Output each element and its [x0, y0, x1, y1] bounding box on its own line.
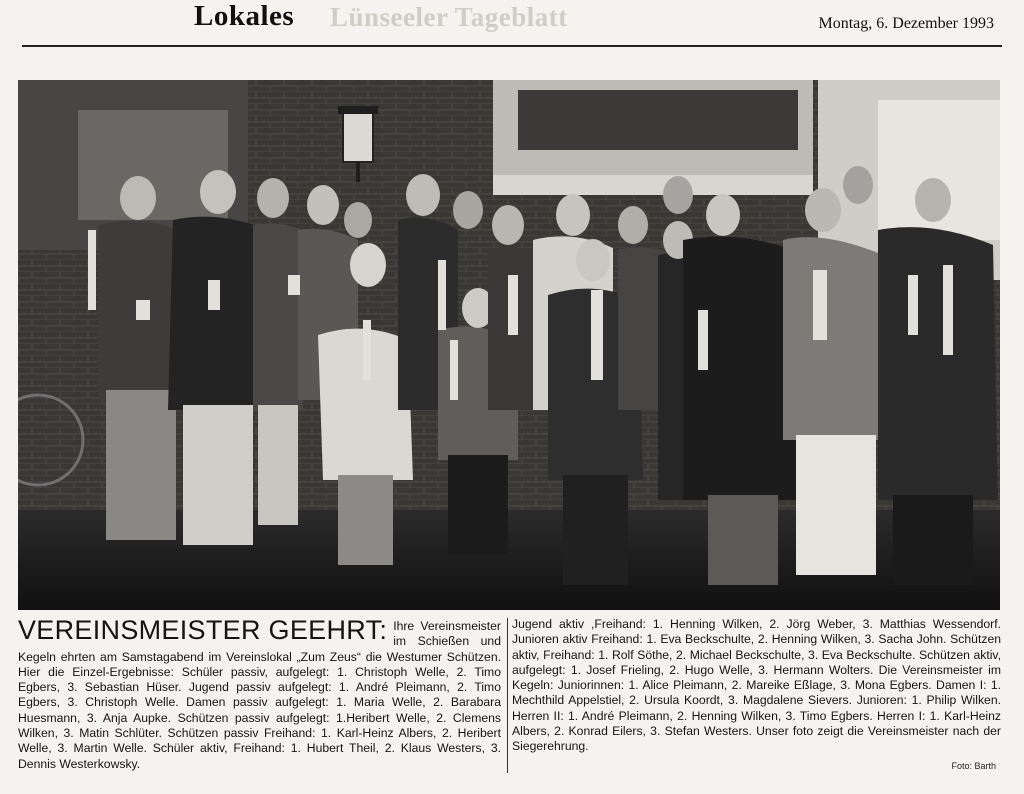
article-column-1 — [18, 614, 501, 772]
photo-credit: Foto: Barth — [951, 761, 996, 771]
header-rule — [22, 45, 1002, 47]
article — [18, 614, 1000, 774]
section-title: Lokales — [194, 0, 295, 32]
article-text-2: Jugend aktiv ,Freihand: 1. Henning Wilken, 2. Jörg Weber, 3. Matthias Wessendorf. Junioren aktiv Freihand: 1. Eva Beckschulte, 2. Henning Wilken, 3. Sacha John. Schützen aktiv, Freihand: 1. Rolf Söthe, 2. Michael Beckschulte, 3. Eva Beckschulte. Schützen aktiv, aufgelegt: 1. Josef Frieling, 2. Hugo Welle, 3. Hermann Wolters. Die Vereinsmeister im Kegeln: Juniorinnen: 1. Alice Pleimann, 2. Mareike Eßlage, 3. Mona Egbers. Damen I: 1. Mechthild Appelstiel, 2. Ursula Koordt, 3. Magdalene Sievers. Junioren: 1. Philip Wilken. Herren II: 1. André Pleimann, 2. Henning Wilken, 3. Timo Egbers. Herren I: 1. Karl-Heinz Albers, 2. Konrad Eilers, 3. Stefan Westers. Unser foto zeigt die Vereinsmeister nach der Siegerehrung. — [512, 617, 1001, 754]
column-divider — [507, 618, 508, 773]
group-photo-illustration — [18, 80, 1000, 610]
issue-date: Montag, 6. Dezember 1993 — [818, 15, 994, 32]
group-photo — [18, 80, 1000, 610]
bleed-through-text: Lünseeler Tageblatt — [330, 2, 568, 32]
article-text-1: Ihre Vereinsmeister im Schießen und Kegeln ehrten am Samstagabend im Vereinslokal „Zum Zeus“ die Westumer Schützen. Hier die Einzel-Ergebnisse: Schüler passiv, aufgelegt: 1. Christoph Welle, 2. Timo Egbers, 3. Sebastian Hüser. Jugend passiv aufgelegt: 1. André Pleimann, 2. Timo Egbers, 3. Christoph Welle. Damen passiv aufgelegt: 1. Maria Welle, 2. Barabara Huesmann, 3. Anja Aupke. Schützen passiv aufgelegt: 1.Heribert Welle, 2. Clemens Wilken, 3. Matin Schlüter. Schützen passiv Freihand: 1. Karl-Heinz Albers, 2. Heribert Welle, 3. Martin Welle. Schüler aktiv, Freihand: 1. Hubert Theil, 2. Klaus Westers, 3. Dennis Westerkowsky. — [18, 619, 501, 771]
article-headline: VEREINSMEISTER GEEHRT: — [18, 615, 388, 645]
page-header — [0, 0, 1024, 46]
